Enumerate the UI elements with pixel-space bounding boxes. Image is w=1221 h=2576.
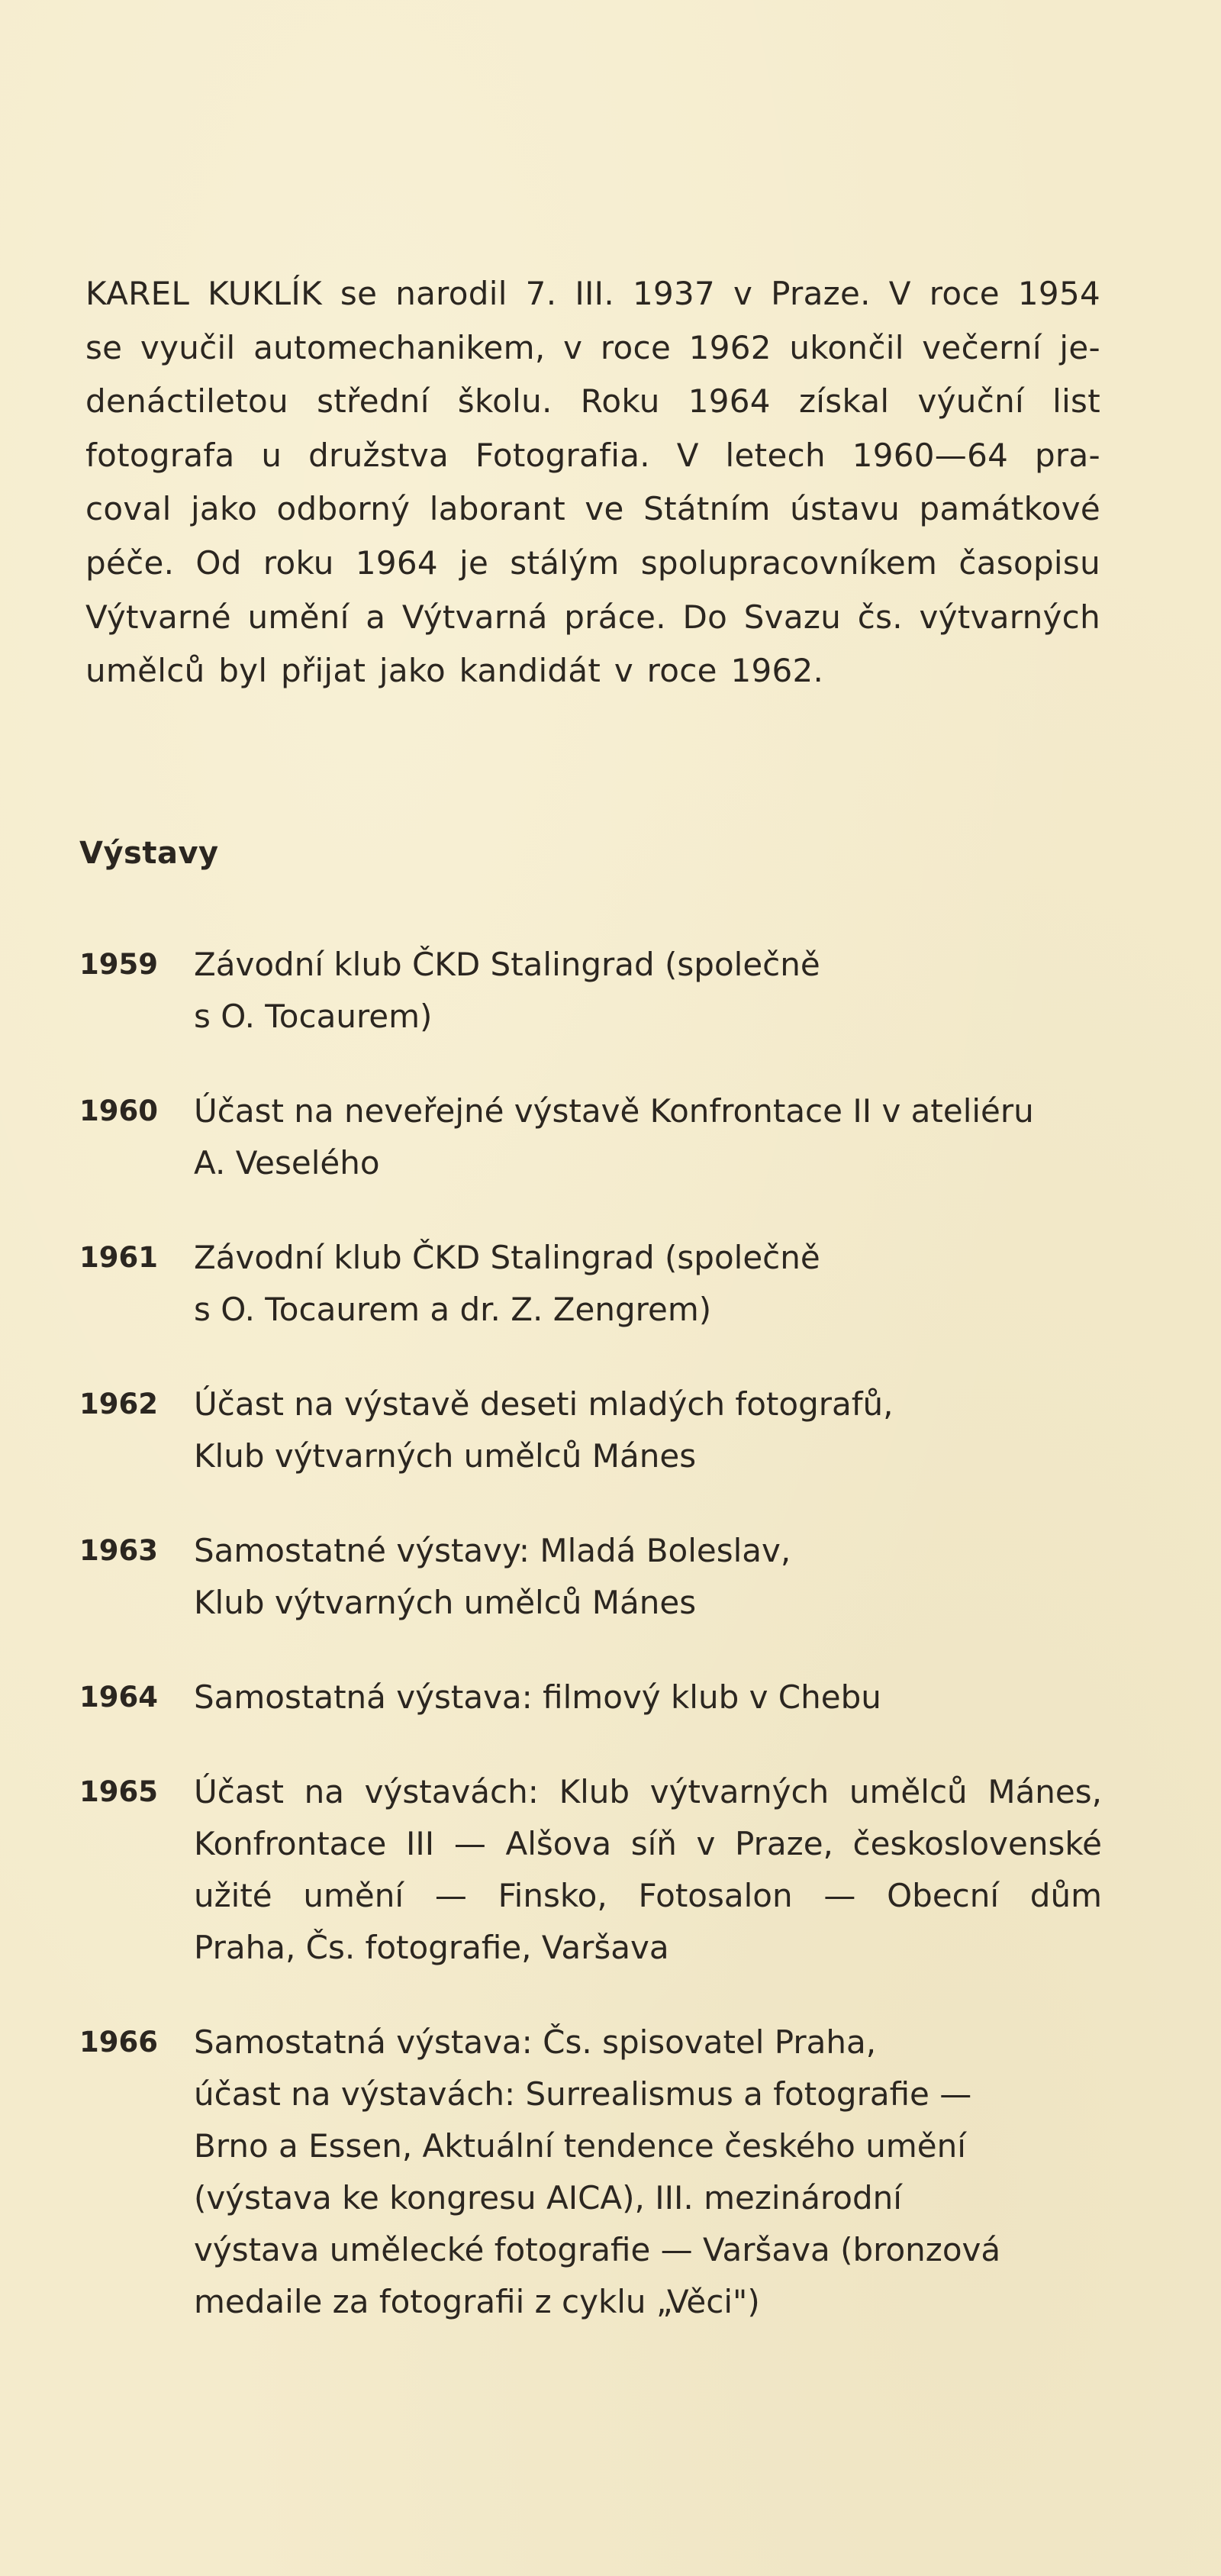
exhibition-description — [194, 1085, 1102, 1189]
exhibition-description — [194, 1525, 1102, 1629]
exhibition-line: Závodní klub ČKD Stalingrad (společně — [194, 1239, 820, 1276]
exhibition-entry — [79, 1378, 1102, 1482]
section-title-exhibitions: Výstavy — [79, 836, 219, 871]
exhibition-line: Účast na neveřejné výstavě Konfrontace II v ateliéru — [194, 1092, 1034, 1130]
exhibition-line: Účast na výstavách: Klub výtvarných umělců Mánes, — [194, 1773, 1102, 1810]
exhibition-year: 1961 — [79, 1241, 158, 1274]
exhibition-line: (výstava ke kongresu AICA), III. mezinárodní — [194, 2179, 902, 2217]
biography-line: denáctiletou střední školu. Roku 1964 získal výuční list — [85, 382, 1100, 421]
biography-line: coval jako odborný laborant ve Státním ústavu památkové — [85, 490, 1100, 528]
biography-line: umělců byl přijat jako kandidát v roce 1962. — [85, 652, 824, 690]
exhibition-year: 1962 — [79, 1388, 158, 1420]
exhibition-year: 1965 — [79, 1775, 158, 1808]
exhibition-year: 1960 — [79, 1095, 158, 1127]
exhibition-description — [194, 1232, 1102, 1336]
exhibition-description — [194, 1766, 1102, 1974]
exhibition-line: s O. Tocaurem) — [194, 998, 433, 1035]
exhibition-year: 1963 — [79, 1534, 158, 1567]
exhibition-line: účast na výstavách: Surrealismus a fotografie — — [194, 2075, 972, 2113]
exhibition-description — [194, 1378, 1102, 1482]
exhibition-line: Samostatné výstavy: Mladá Boleslav, — [194, 1532, 791, 1569]
exhibition-description — [194, 2017, 1102, 2328]
biography-line: se vyučil automechanikem, v roce 1962 ukončil večerní je- — [85, 328, 1100, 366]
exhibition-description — [194, 939, 1102, 1043]
exhibition-entry — [79, 1766, 1102, 1974]
exhibition-line: užité umění — Finsko, Fotosalon — Obecní dům — [194, 1877, 1102, 1914]
exhibition-entry — [79, 1085, 1102, 1189]
exhibition-line: Konfrontace III — Alšova síň v Praze, československé — [194, 1825, 1102, 1862]
biography-line: péče. Od roku 1964 je stálým spolupracovníkem časopisu — [85, 543, 1100, 582]
exhibition-line: s O. Tocaurem a dr. Z. Zengrem) — [194, 1291, 712, 1328]
exhibition-year: 1966 — [79, 2026, 158, 2059]
exhibition-entry — [79, 1672, 1102, 1723]
biography-line: Výtvarné umění a Výtvarná práce. Do Svazu čs. výtvarných — [85, 598, 1100, 636]
biography-paragraph — [85, 267, 1100, 698]
exhibition-list — [79, 939, 1102, 2328]
exhibition-line: A. Veselého — [194, 1144, 380, 1182]
exhibition-entry — [79, 1232, 1102, 1336]
exhibition-line: Klub výtvarných umělců Mánes — [194, 1437, 697, 1475]
exhibition-line: Samostatná výstava: Čs. spisovatel Praha, — [194, 2023, 877, 2061]
exhibition-line: Závodní klub ČKD Stalingrad (společně — [194, 946, 820, 983]
exhibition-line: Praha, Čs. fotografie, Varšava — [194, 1929, 669, 1966]
exhibition-description — [194, 1672, 1102, 1723]
biography-line: KAREL KUKLÍK se narodil 7. III. 1937 v Praze. V roce 1954 — [85, 275, 1100, 312]
biography-line: fotografa u družstva Fotografia. V letech 1960—64 pra- — [85, 436, 1100, 474]
exhibition-year: 1959 — [79, 948, 158, 981]
exhibition-line: Klub výtvarných umělců Mánes — [194, 1584, 697, 1621]
exhibition-line: Brno a Essen, Aktuální tendence českého umění — [194, 2127, 966, 2165]
exhibition-line: Účast na výstavě deseti mladých fotografů, — [194, 1385, 894, 1423]
exhibition-line: Samostatná výstava: filmový klub v Chebu — [194, 1678, 881, 1716]
exhibition-line: výstava umělecké fotografie — Varšava (bronzová — [194, 2231, 1001, 2268]
exhibition-entry — [79, 2017, 1102, 2328]
exhibition-year: 1964 — [79, 1681, 158, 1714]
exhibition-entry — [79, 939, 1102, 1043]
exhibition-entry — [79, 1525, 1102, 1629]
exhibition-line: medaile za fotografii z cyklu „Věci") — [194, 2283, 760, 2320]
